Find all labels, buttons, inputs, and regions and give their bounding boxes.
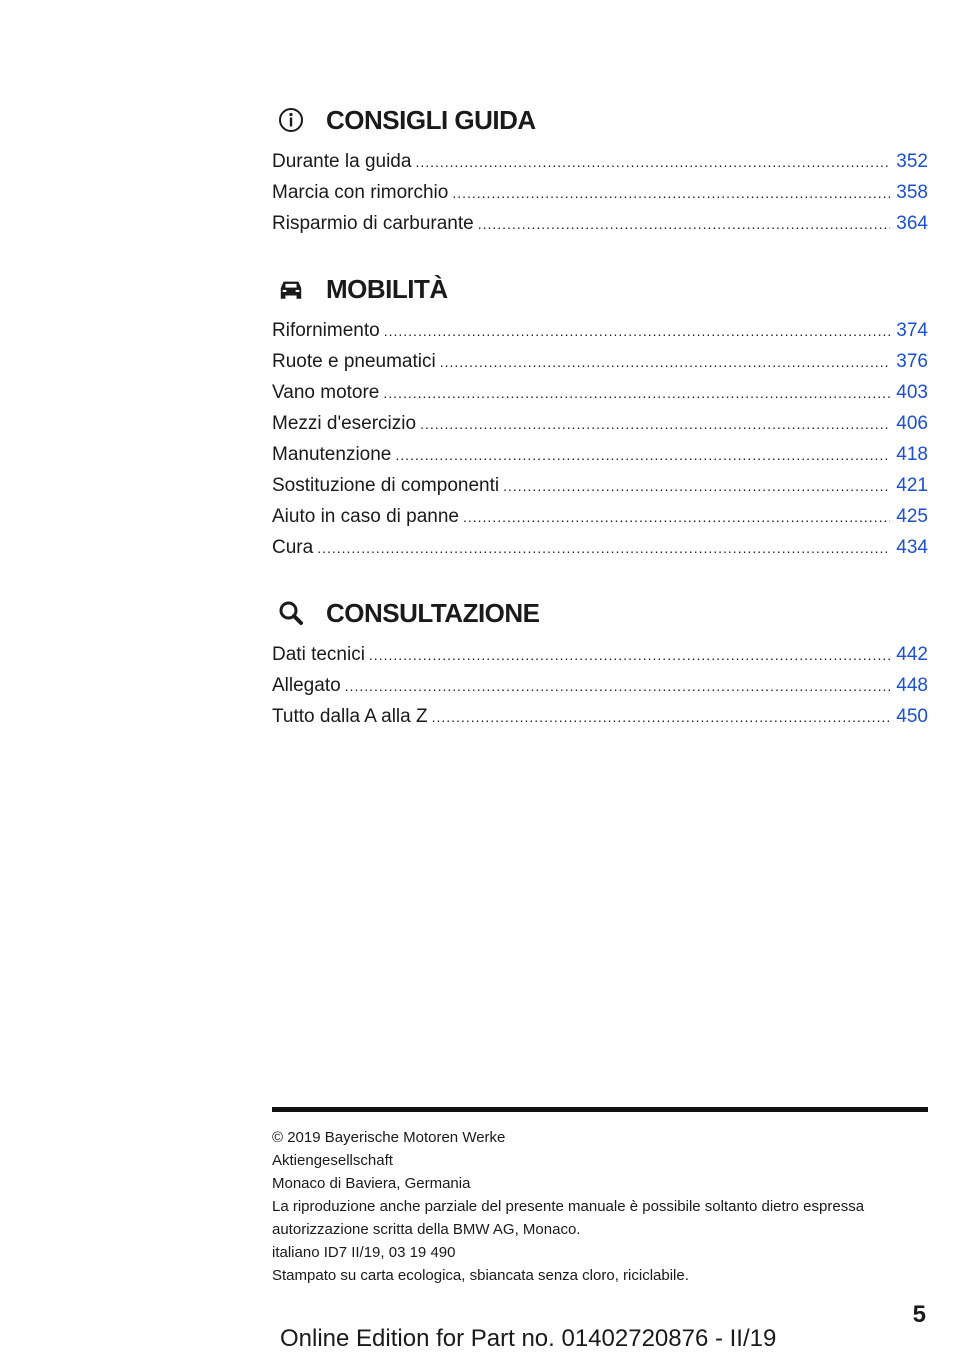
section-title: CONSULTAZIONE bbox=[326, 597, 540, 628]
toc-entry[interactable] bbox=[272, 377, 928, 408]
toc-entry-page[interactable]: 450 bbox=[896, 706, 928, 727]
dot-leader bbox=[317, 533, 890, 564]
section-header bbox=[272, 269, 928, 309]
dot-leader bbox=[440, 347, 891, 378]
toc-entry-title: Dati tecnici bbox=[272, 644, 365, 665]
toc-entry[interactable] bbox=[272, 177, 928, 208]
toc-entry-page[interactable]: 376 bbox=[896, 351, 928, 372]
dot-leader bbox=[420, 409, 890, 440]
dot-leader bbox=[345, 671, 891, 702]
toc-entry[interactable] bbox=[272, 532, 928, 563]
colophon-line: autorizzazione scritta della BMW AG, Monaco. bbox=[272, 1221, 581, 1238]
toc-entry-page[interactable]: 358 bbox=[896, 182, 928, 203]
toc-entry[interactable] bbox=[272, 146, 928, 177]
toc-entry-title: Mezzi d'esercizio bbox=[272, 413, 417, 434]
page-number: 5 bbox=[912, 1301, 926, 1328]
section-consigli-guida bbox=[272, 100, 928, 239]
colophon-line: italiano ID7 II/19, 03 19 490 bbox=[272, 1244, 456, 1261]
toc-entry-title: Durante la guida bbox=[272, 151, 412, 172]
toc-entry[interactable] bbox=[272, 639, 928, 670]
toc-entry-title: Sostituzione di componenti bbox=[272, 475, 500, 496]
toc-entry-page[interactable]: 352 bbox=[896, 151, 928, 172]
toc-entry-title: Marcia con rimorchio bbox=[272, 182, 449, 203]
dot-leader bbox=[369, 640, 890, 671]
toc-entry-page[interactable]: 406 bbox=[896, 413, 928, 434]
dot-leader bbox=[478, 209, 891, 240]
toc-entry-page[interactable]: 374 bbox=[896, 320, 928, 341]
section-header bbox=[272, 100, 928, 140]
toc-entry[interactable] bbox=[272, 701, 928, 732]
toc-entry-title: Aiuto in caso di panne bbox=[272, 506, 459, 527]
dot-leader bbox=[415, 147, 890, 178]
dot-leader bbox=[383, 378, 890, 409]
toc-entry-page[interactable]: 364 bbox=[896, 213, 928, 234]
toc-entry[interactable] bbox=[272, 346, 928, 377]
online-edition-footer: Online Edition for Part no. 01402720876 - II/19 bbox=[280, 1325, 777, 1352]
divider-rule bbox=[272, 1107, 928, 1112]
car-icon bbox=[278, 276, 304, 302]
section-mobilita bbox=[272, 269, 928, 563]
toc-entry[interactable] bbox=[272, 315, 928, 346]
section-header bbox=[272, 593, 928, 633]
toc-entry-title: Manutenzione bbox=[272, 444, 392, 465]
toc-entry-title: Ruote e pneumatici bbox=[272, 351, 436, 372]
toc-entry-page[interactable]: 425 bbox=[896, 506, 928, 527]
section-title: CONSIGLI GUIDA bbox=[326, 104, 536, 135]
dot-leader bbox=[452, 178, 890, 209]
colophon-line: © 2019 Bayerische Motoren Werke bbox=[272, 1129, 506, 1146]
toc-entry-title: Rifornimento bbox=[272, 320, 380, 341]
toc-entry[interactable] bbox=[272, 408, 928, 439]
toc-entry-page[interactable]: 434 bbox=[896, 537, 928, 558]
dot-leader bbox=[463, 502, 890, 533]
table-of-contents bbox=[272, 100, 928, 762]
info-icon bbox=[278, 107, 304, 133]
colophon-line: La riproduzione anche parziale del presente manuale è possibile soltanto dietro espressa bbox=[272, 1198, 865, 1215]
section-consultazione bbox=[272, 593, 928, 732]
toc-entry-title: Cura bbox=[272, 537, 314, 558]
toc-entry-title: Tutto dalla A alla Z bbox=[272, 706, 428, 727]
colophon-line: Aktiengesellschaft bbox=[272, 1152, 393, 1169]
dot-leader bbox=[384, 316, 891, 347]
section-title: MOBILITÀ bbox=[326, 273, 448, 304]
toc-entry-page[interactable]: 403 bbox=[896, 382, 928, 403]
toc-entry[interactable] bbox=[272, 208, 928, 239]
toc-entry-title: Vano motore bbox=[272, 382, 380, 403]
toc-entry-page[interactable]: 421 bbox=[896, 475, 928, 496]
toc-entry-page[interactable]: 418 bbox=[896, 444, 928, 465]
toc-entry[interactable] bbox=[272, 501, 928, 532]
toc-entry[interactable] bbox=[272, 470, 928, 501]
toc-entry[interactable] bbox=[272, 670, 928, 701]
search-icon bbox=[278, 600, 304, 626]
colophon-line: Monaco di Baviera, Germania bbox=[272, 1175, 471, 1192]
toc-entry[interactable] bbox=[272, 439, 928, 470]
dot-leader bbox=[503, 471, 890, 502]
toc-entry-page[interactable]: 442 bbox=[896, 644, 928, 665]
colophon-line: Stampato su carta ecologica, sbiancata senza cloro, riciclabile. bbox=[272, 1267, 689, 1284]
toc-entry-title: Allegato bbox=[272, 675, 341, 696]
toc-entry-title: Risparmio di carburante bbox=[272, 213, 474, 234]
colophon bbox=[272, 1126, 928, 1287]
toc-entry-page[interactable]: 448 bbox=[896, 675, 928, 696]
dot-leader bbox=[432, 702, 891, 733]
dot-leader bbox=[395, 440, 890, 471]
